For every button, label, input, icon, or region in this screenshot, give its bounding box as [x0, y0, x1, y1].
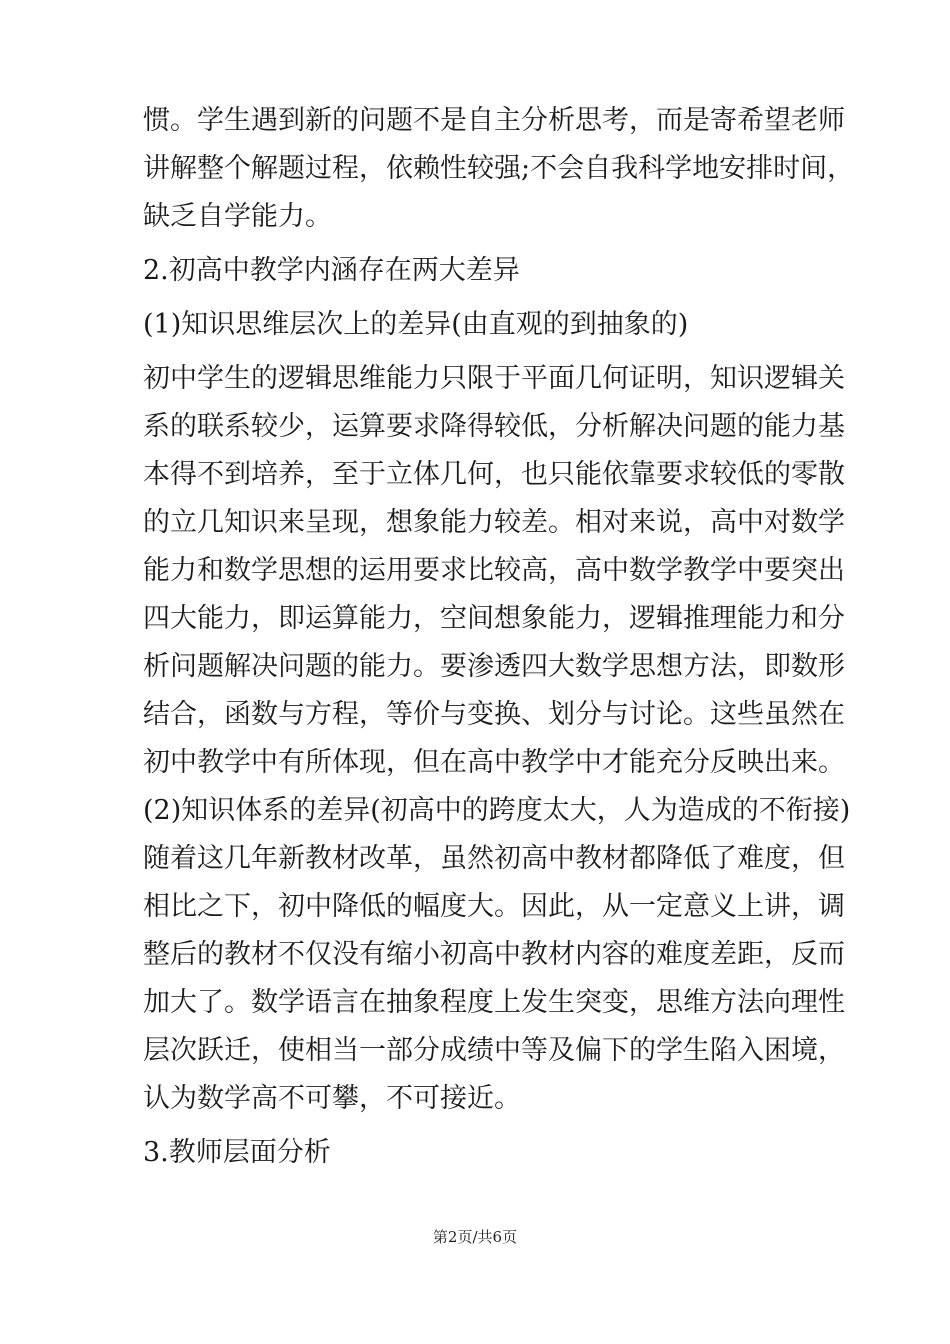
paragraph-line: 析问题解决问题的能力。要渗透四大数学思想方法，即数形 [143, 651, 845, 682]
paragraph-line: 系的联系较少，运算要求降得较低，分析解决问题的能力基 [143, 411, 845, 442]
paragraph-line: 能力和数学思想的运用要求比较高，高中数学教学中要突出 [143, 555, 845, 586]
paragraph-line: 加大了。数学语言在抽象程度上发生突变，思维方法向理性 [143, 987, 845, 1018]
paragraph-line: 结合，函数与方程，等价与变换、划分与讨论。这些虽然在 [143, 699, 845, 730]
subsection-heading: (1)知识思维层次上的差异(由直观的到抽象的) [143, 309, 689, 340]
paragraph-line: 缺乏自学能力。 [143, 201, 332, 232]
paragraph-line: 整后的教材不仅没有缩小初高中教材内容的难度差距，反而 [143, 939, 845, 970]
document-body [143, 97, 855, 1177]
paragraph-line: 四大能力，即运算能力，空间想象能力，逻辑推理能力和分 [143, 603, 845, 634]
paragraph-line: 认为数学高不可攀，不可接近。 [143, 1083, 521, 1114]
paragraph-line: 相比之下，初中降低的幅度大。因此，从一定意义上讲，调 [143, 891, 845, 922]
paragraph-line: 随着这几年新教材改革，虽然初高中教材都降低了难度，但 [143, 843, 845, 874]
paragraph-line: 层次跃迁，使相当一部分成绩中等及偏下的学生陷入困境， [143, 1035, 845, 1066]
section-heading: 3.教师层面分析 [143, 1137, 331, 1168]
section-heading: 2.初高中教学内涵存在两大差异 [143, 255, 520, 286]
paragraph-line: 惯。学生遇到新的问题不是自主分析思考，而是寄希望老师 [143, 105, 845, 136]
paragraph-line: 初中学生的逻辑思维能力只限于平面几何证明，知识逻辑关 [143, 363, 845, 394]
paragraph-line: 本得不到培养，至于立体几何，也只能依靠要求较低的零散 [143, 459, 845, 490]
subsection-heading: (2)知识体系的差异(初高中的跨度太大，人为造成的不衔接) [143, 795, 851, 826]
paragraph-line: 讲解整个解题过程，依赖性较强;不会自我科学地安排时间， [143, 153, 855, 184]
paragraph-line: 初中教学中有所体现，但在高中教学中才能充分反映出来。 [143, 747, 845, 778]
page-number: 第2页/共6页 [432, 1228, 518, 1246]
paragraph-line: 的立几知识来呈现，想象能力较差。相对来说，高中对数学 [143, 507, 845, 538]
